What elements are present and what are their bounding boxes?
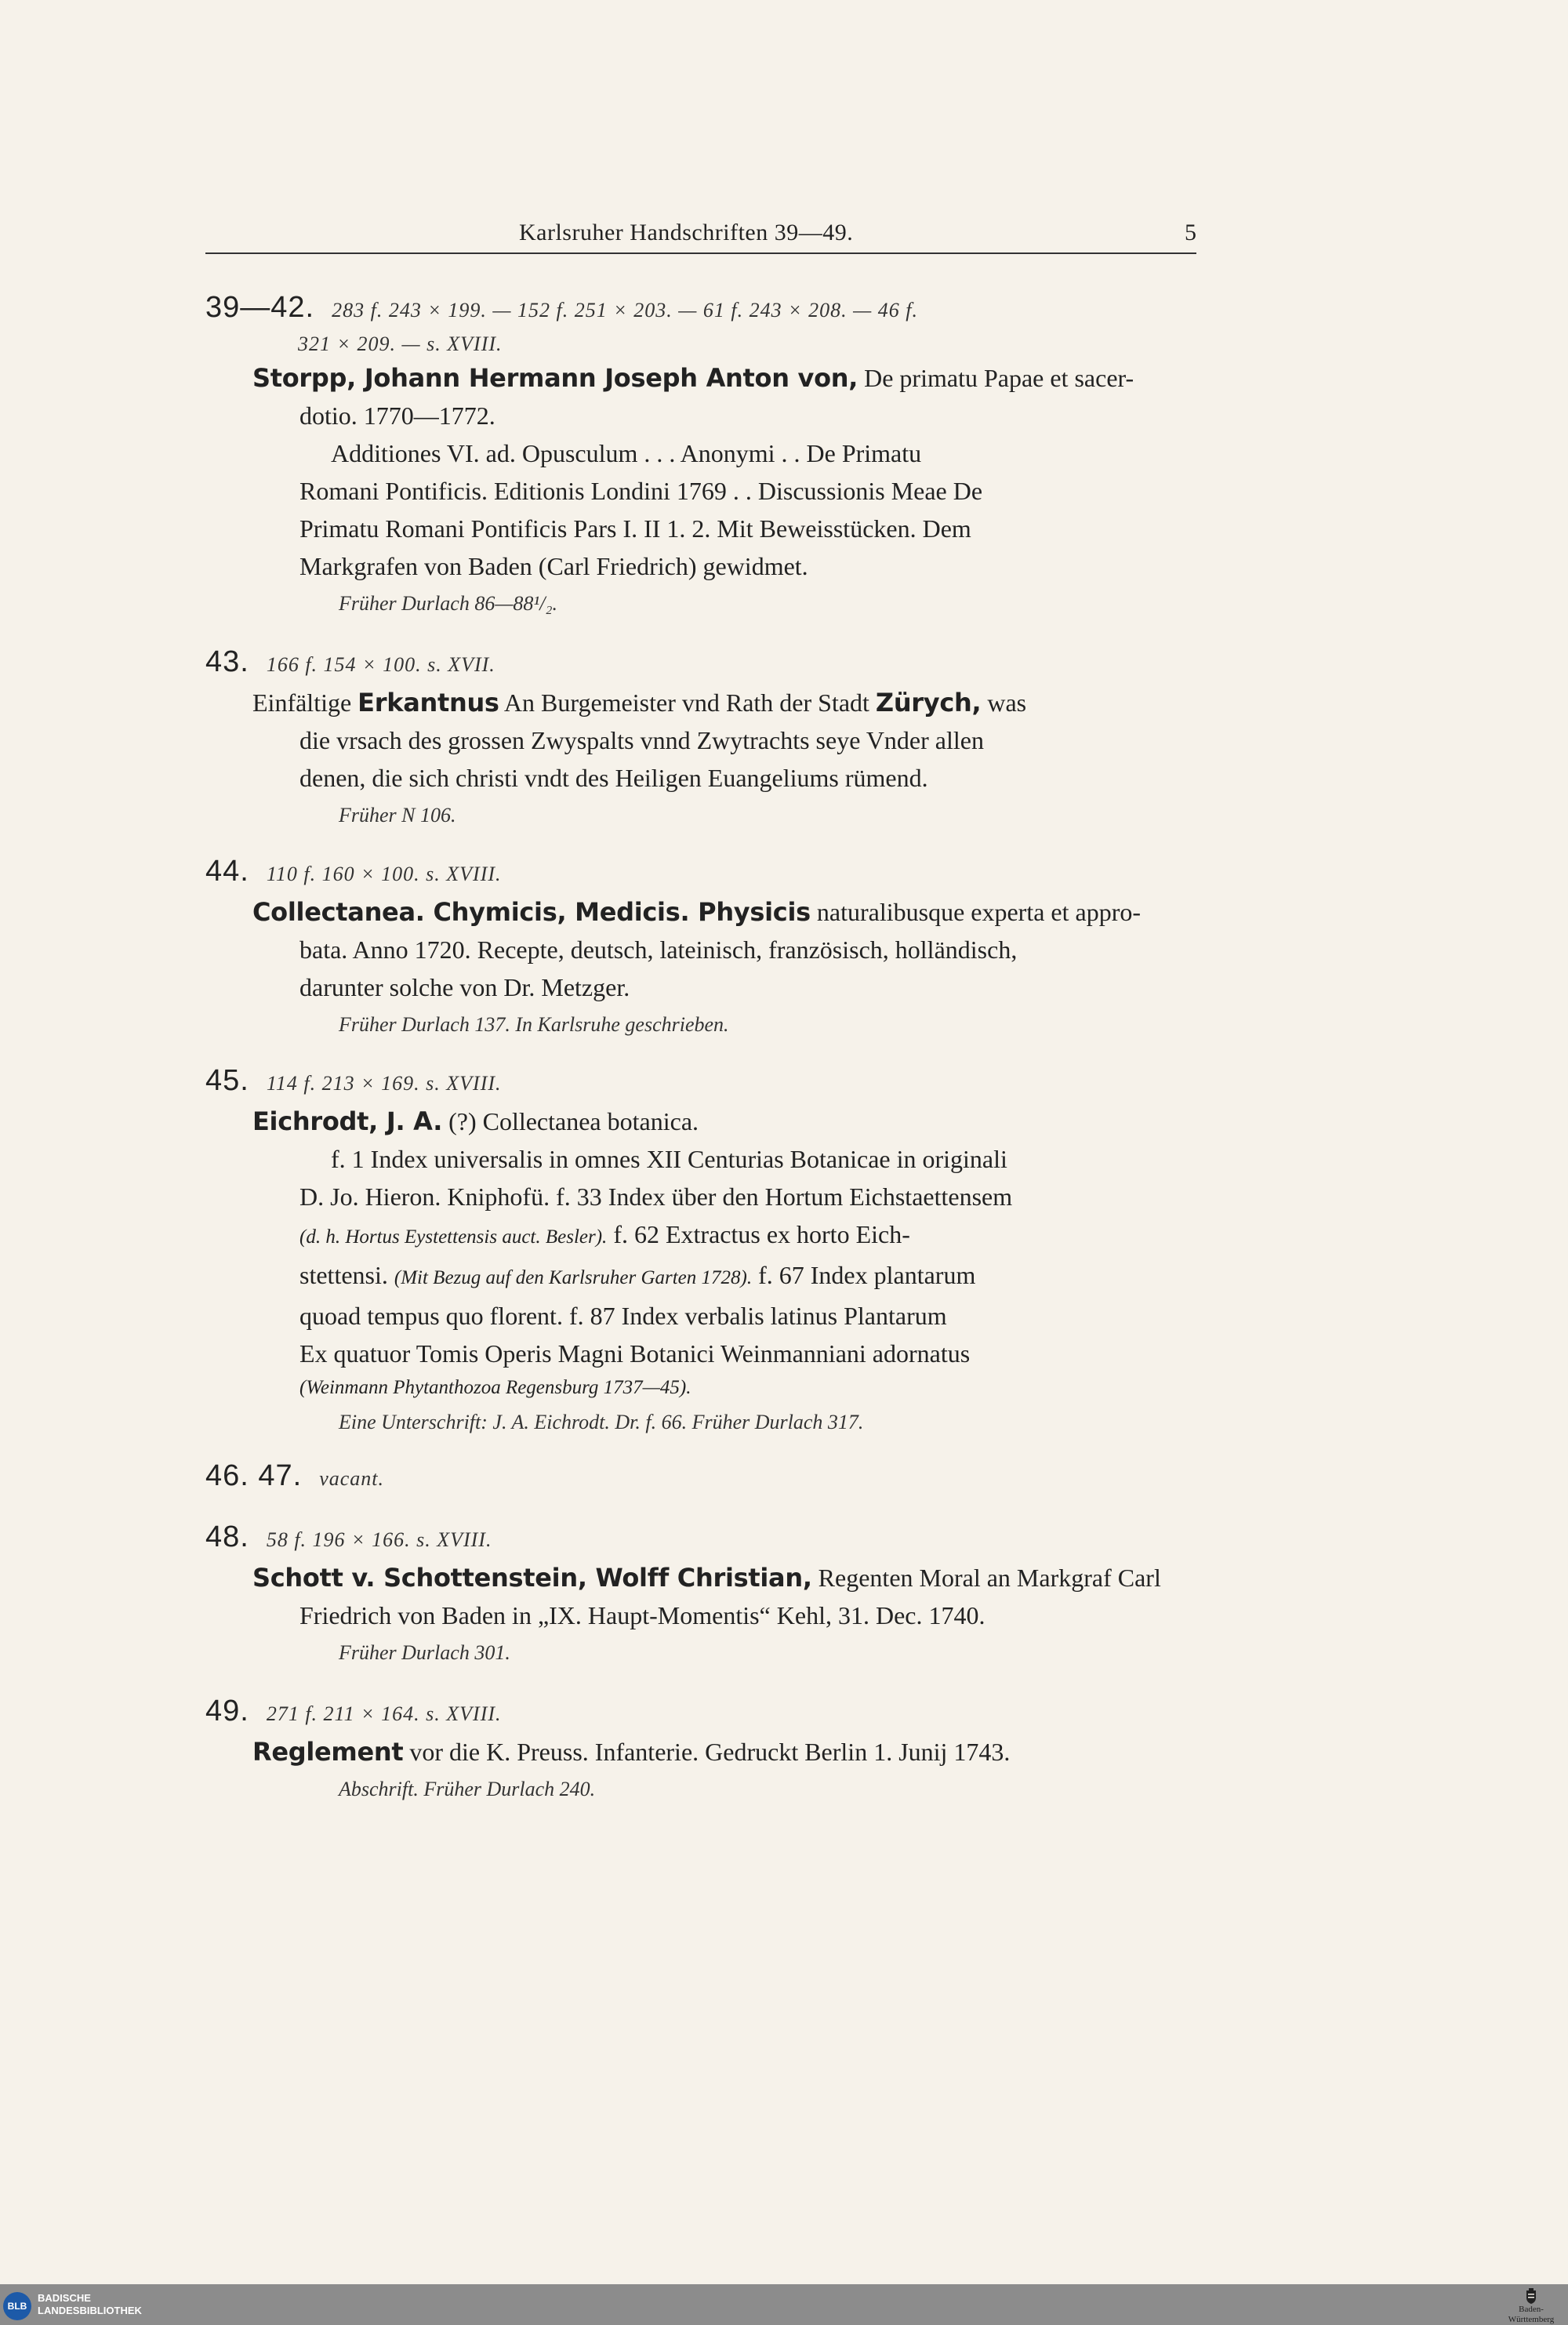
entry-45 (205, 1062, 1201, 1441)
entry-48 (205, 1518, 1201, 1672)
entry-number: 43. (205, 645, 249, 678)
entry-text: was (987, 688, 1027, 717)
entry-text: f. 67 Index plantarum (758, 1261, 976, 1289)
entry-body-line: D. Jo. Hieron. Kniphofü. f. 33 Index über den Hortum Eichstaettensem (299, 1182, 1013, 1211)
crest-icon (1525, 2287, 1537, 2305)
entry-title: naturalibusque experta et appro- (816, 898, 1142, 926)
entry-body-line: Friedrich von Baden in „IX. Haupt-Momentis“ Kehl, 31. Dec. 1740. (299, 1601, 985, 1629)
entry-body-line: quoad tempus quo florent. f. 87 Index verbalis latinus Plantarum (299, 1302, 947, 1330)
entry-title: De primatu Papae et sacer- (864, 364, 1134, 392)
entry-text: Einfältige (252, 688, 352, 717)
entry-meta: 114 f. 213 × 169. s. XVIII. (266, 1072, 502, 1095)
entry-body-line: Ex quatuor Tomis Operis Magni Botanici Weinmanniani adornatus (299, 1339, 971, 1368)
entry-number: 48. (205, 1520, 249, 1553)
entry-body-line: Primatu Romani Pontificis Pars I. II 1. 2. Mit Beweisstücken. Dem (299, 514, 971, 543)
baden-wuerttemberg-logo[interactable] (1497, 2287, 1565, 2325)
entry-note: Früher Durlach 301. (339, 1641, 510, 1664)
entry-meta: 58 f. 196 × 166. s. XVIII. (266, 1528, 492, 1551)
entry-author: Collectanea. Chymicis, Medicis. Physicis (252, 897, 811, 927)
entry-citation: (Mit Bezug auf den Karlsruher Garten 1728). (394, 1267, 753, 1288)
entry-number: 46. 47. (205, 1459, 303, 1492)
entry-meta: 166 f. 154 × 100. s. XVII. (266, 653, 495, 676)
entry-author: Storpp, Johann Hermann Joseph Anton von, (252, 363, 858, 393)
entry-note: Eine Unterschrift: J. A. Eichrodt. Dr. f. 66. Früher Durlach 317. (339, 1411, 864, 1433)
entry-citation: (d. h. Hortus Eystettensis auct. Besler). (299, 1226, 608, 1248)
entry-author: Reglement (252, 1737, 404, 1767)
entry-meta: 110 f. 160 × 100. s. XVIII. (266, 863, 502, 885)
entry-44 (205, 852, 1201, 1044)
entry-39-42 (205, 289, 1201, 623)
entry-body-line: Additiones VI. ad. Opusculum . . . Anonymi . . De Primatu (331, 439, 922, 467)
entry-number: 39—42. (205, 291, 315, 324)
library-name (38, 2292, 142, 2317)
entry-text: f. 62 Extractus ex horto Eich- (613, 1220, 910, 1248)
entry-number: 49. (205, 1695, 249, 1727)
entry-note: Früher Durlach 86—88¹/₂. (339, 592, 557, 615)
entry-note: Abschrift. Früher Durlach 240. (339, 1778, 596, 1800)
entry-meta: 283 f. 243 × 199. — 152 f. 251 × 203. — 61 f. 243 × 208. — 46 f. (332, 299, 918, 322)
library-name-line2: LANDESBIBLIOTHEK (38, 2305, 142, 2316)
entry-author: Schott v. Schottenstein, Wolff Christian, (252, 1563, 812, 1593)
library-name-line1: BADISCHE (38, 2292, 91, 2304)
entry-number: 44. (205, 855, 249, 888)
entry-author: Eichrodt, J. A. (252, 1106, 443, 1136)
entry-note: Früher N 106. (339, 804, 456, 826)
entry-meta: vacant. (319, 1467, 385, 1490)
bw-logo-text: Baden-Württemberg (1508, 2305, 1555, 2324)
entry-43 (205, 643, 1201, 834)
viewer-footer-bar (0, 2284, 1568, 2325)
entry-body-line: bata. Anno 1720. Recepte, deutsch, lateinisch, französisch, holländisch, (299, 935, 1018, 964)
entry-author: Erkantnus (358, 688, 499, 717)
entry-46-47 (205, 1457, 1201, 1498)
entry-title: (?) Collectanea botanica. (448, 1107, 699, 1135)
entry-body-line: die vrsach des grossen Zwyspalts vnnd Zwytrachts seye Vnder allen (299, 726, 984, 754)
entry-body-line: denen, die sich christi vndt des Heiligen Euangeliums rümend. (299, 764, 928, 792)
entry-49 (205, 1692, 1201, 1808)
entry-meta: 271 f. 211 × 164. s. XVIII. (266, 1702, 502, 1725)
entry-meta-cont: 321 × 209. — s. XVIII. (298, 332, 503, 355)
entry-title: vor die K. Preuss. Infanterie. Gedruckt Berlin 1. Junij 1743. (409, 1738, 1011, 1766)
running-title: Karlsruher Handschriften 39—49. (519, 220, 854, 245)
entry-note: Früher Durlach 137. In Karlsruhe geschrieben. (339, 1013, 729, 1036)
entry-title-cont: dotio. 1770—1772. (299, 401, 495, 430)
entry-text: stettensi. (299, 1261, 388, 1289)
entry-body-line: darunter solche von Dr. Metzger. (299, 973, 630, 1001)
running-head (205, 220, 1196, 254)
entry-body-line: Markgrafen von Baden (Carl Friedrich) gewidmet. (299, 552, 808, 580)
blb-logo[interactable]: BLB (3, 2292, 31, 2320)
entry-number: 45. (205, 1064, 249, 1097)
entry-place: Zürych, (875, 688, 982, 717)
entry-body-line: Romani Pontificis. Editionis Londini 1769 . . Discussionis Meae De (299, 477, 983, 505)
entry-citation: (Weinmann Phytanthozoa Regensburg 1737—45). (299, 1377, 691, 1398)
entry-title: Regenten Moral an Markgraf Carl (818, 1564, 1161, 1592)
entry-text: An Burgemeister vnd Rath der Stadt (503, 688, 869, 717)
entry-body-line: f. 1 Index universalis in omnes XII Centurias Botanicae in originali (331, 1145, 1007, 1173)
page-number: 5 (1185, 220, 1196, 245)
